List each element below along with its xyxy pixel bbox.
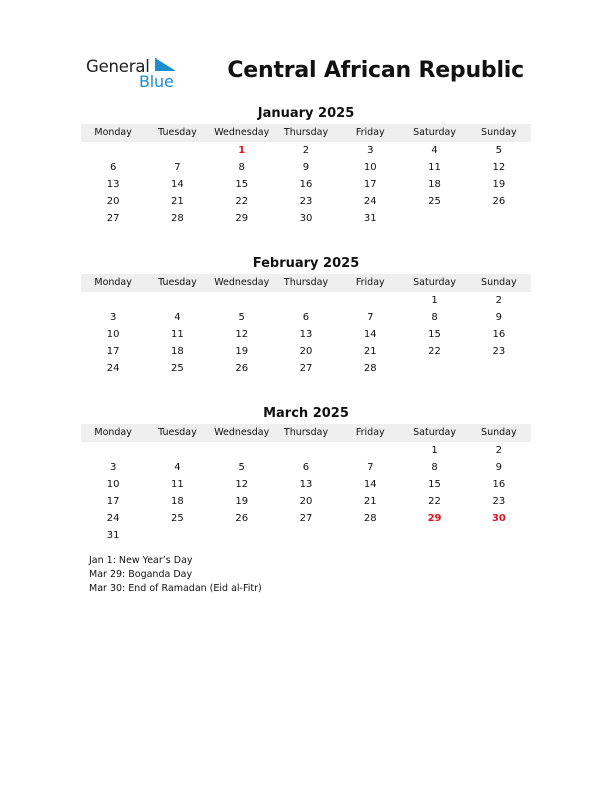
date-cell: 6	[302, 462, 310, 473]
week-row	[81, 360, 531, 377]
weekday-label: Wednesday	[214, 127, 270, 138]
weekday-label: Sunday	[481, 277, 517, 288]
date-cell: 19	[235, 496, 249, 507]
date-cell: 31	[106, 530, 120, 541]
date-cell: 8	[431, 462, 438, 473]
date-cell: 16	[492, 329, 506, 340]
date-cell: 13	[299, 329, 313, 340]
week-row	[81, 442, 531, 459]
date-cell	[81, 292, 145, 309]
date-cell: 17	[106, 346, 120, 357]
holiday-note: Jan 1: New Year’s Day	[89, 555, 193, 566]
week-row	[81, 527, 531, 544]
weekday-label: Monday	[94, 427, 132, 438]
date-cell: 7	[174, 162, 181, 173]
date-cell: 3	[109, 462, 117, 473]
date-cell: 20	[106, 196, 120, 207]
weekday-label: Tuesday	[158, 427, 197, 438]
week-row	[81, 193, 531, 210]
date-cell: 24	[363, 196, 377, 207]
date-cell: 16	[492, 479, 506, 490]
month-title: January 2025	[257, 106, 355, 121]
date-cell: 9	[302, 162, 310, 173]
date-cell: 4	[174, 462, 181, 473]
week-row	[81, 476, 531, 493]
date-cell	[145, 292, 209, 309]
week-row	[81, 493, 531, 510]
week-row	[81, 459, 531, 476]
date-cell	[210, 442, 274, 459]
date-cell: 29	[235, 213, 249, 224]
date-cell: 27	[106, 213, 120, 224]
weekday-label: Friday	[355, 427, 385, 438]
weekday-label: Saturday	[413, 127, 456, 138]
date-cell	[274, 527, 338, 544]
week-row	[81, 510, 531, 527]
date-cell: 14	[363, 479, 377, 490]
date-cell: 15	[428, 479, 441, 490]
date-cell	[402, 210, 466, 227]
date-cell: 7	[367, 312, 374, 323]
date-cell: 12	[492, 162, 506, 173]
date-cell: 11	[171, 479, 184, 490]
date-cell: 7	[367, 462, 374, 473]
date-cell	[81, 442, 145, 459]
weekday-label: Monday	[94, 277, 132, 288]
date-cell: 26	[492, 196, 506, 207]
weekday-label: Thursday	[283, 427, 329, 438]
date-cell: 16	[299, 179, 313, 190]
month-calendar	[81, 406, 531, 544]
logo-text-general: General	[86, 57, 150, 76]
date-cell: 27	[299, 513, 313, 524]
date-cell	[467, 527, 531, 544]
date-cell: 26	[235, 363, 249, 374]
date-cell: 9	[495, 312, 503, 323]
week-row	[81, 292, 531, 309]
date-cell: 22	[235, 196, 249, 207]
date-cell: 2	[495, 445, 503, 456]
week-row	[81, 343, 531, 360]
date-cell	[145, 527, 209, 544]
month-calendar	[81, 106, 531, 227]
date-cell: 20	[299, 496, 313, 507]
weekday-header	[81, 124, 531, 142]
date-cell: 26	[235, 513, 249, 524]
date-cell: 13	[299, 479, 313, 490]
date-cell: 13	[106, 179, 120, 190]
date-cell	[467, 210, 531, 227]
date-cell: 17	[106, 496, 120, 507]
date-cell	[338, 442, 402, 459]
week-row	[81, 176, 531, 193]
date-cell: 4	[174, 312, 181, 323]
date-cell: 24	[106, 363, 120, 374]
holiday-note: Mar 29: Boganda Day	[89, 569, 193, 580]
date-cell: 19	[492, 179, 506, 190]
date-cell: 17	[363, 179, 377, 190]
date-cell: 11	[171, 329, 184, 340]
date-cell	[210, 527, 274, 544]
date-cell: 31	[363, 213, 377, 224]
blue-triangle-flag-icon	[155, 58, 177, 72]
weekday-label: Friday	[355, 277, 385, 288]
week-row	[81, 159, 531, 176]
weekday-label: Sunday	[481, 427, 517, 438]
date-cell: 19	[235, 346, 249, 357]
weekday-label: Thursday	[283, 277, 329, 288]
date-cell: 1	[431, 445, 438, 456]
date-cell	[145, 442, 209, 459]
date-cell: 21	[171, 196, 184, 207]
date-cell	[274, 292, 338, 309]
date-cell	[145, 142, 209, 159]
date-cell: 10	[363, 162, 377, 173]
weekday-label: Wednesday	[214, 277, 270, 288]
logo-text-blue: Blue	[139, 72, 174, 91]
date-cell: 25	[428, 196, 441, 207]
holiday-date: 30	[491, 513, 506, 524]
weekday-label: Thursday	[283, 127, 329, 138]
date-cell: 14	[363, 329, 377, 340]
holiday-notes	[89, 554, 262, 596]
date-cell: 2	[302, 145, 310, 156]
date-cell	[210, 292, 274, 309]
weekday-label: Tuesday	[158, 127, 197, 138]
date-cell: 27	[299, 363, 313, 374]
date-cell	[402, 527, 466, 544]
date-cell: 15	[235, 179, 249, 190]
date-cell: 3	[109, 312, 117, 323]
country-title: Central African Republic	[227, 58, 524, 83]
week-row	[81, 210, 531, 227]
date-cell: 28	[363, 363, 377, 374]
date-cell	[467, 360, 531, 377]
date-cell: 24	[106, 513, 120, 524]
weekday-label: Saturday	[413, 277, 456, 288]
date-cell: 12	[235, 329, 249, 340]
date-cell: 25	[171, 513, 184, 524]
week-row	[81, 326, 531, 343]
weekday-label: Wednesday	[214, 427, 270, 438]
holiday-date: 29	[427, 513, 442, 524]
date-cell: 10	[106, 329, 120, 340]
date-cell: 8	[238, 162, 245, 173]
date-cell: 23	[492, 346, 506, 357]
date-cell: 20	[299, 346, 313, 357]
date-cell: 18	[171, 496, 184, 507]
holiday-date: 1	[238, 145, 246, 156]
date-cell: 11	[428, 162, 441, 173]
week-row	[81, 142, 531, 159]
week-row	[81, 309, 531, 326]
weekday-label: Saturday	[413, 427, 456, 438]
date-cell: 3	[367, 145, 374, 156]
date-cell	[402, 360, 466, 377]
date-cell: 5	[238, 462, 245, 473]
date-cell: 9	[495, 462, 503, 473]
weekday-label: Monday	[94, 127, 132, 138]
date-cell: 2	[495, 295, 503, 306]
date-cell	[274, 442, 338, 459]
date-cell: 22	[428, 346, 441, 357]
date-cell: 10	[106, 479, 120, 490]
weekday-label: Friday	[355, 127, 385, 138]
date-cell: 18	[428, 179, 441, 190]
date-cell: 6	[302, 312, 310, 323]
date-cell	[81, 142, 145, 159]
date-cell: 30	[299, 213, 313, 224]
date-cell: 8	[431, 312, 438, 323]
weekday-label: Sunday	[481, 127, 517, 138]
date-cell: 5	[238, 312, 245, 323]
date-cell: 12	[235, 479, 249, 490]
weekday-header	[81, 424, 531, 442]
month-title: February 2025	[252, 256, 360, 271]
date-cell: 25	[171, 363, 184, 374]
date-cell	[338, 527, 402, 544]
date-cell: 5	[495, 145, 503, 156]
holiday-note: Mar 30: End of Ramadan (Eid al-Fitr)	[89, 583, 262, 594]
weekday-header	[81, 274, 531, 292]
date-cell: 14	[171, 179, 184, 190]
date-cell: 21	[363, 496, 377, 507]
date-cell	[338, 292, 402, 309]
date-cell: 22	[428, 496, 441, 507]
month-calendar	[81, 256, 531, 377]
generalblue-logo	[86, 56, 186, 92]
date-cell: 21	[363, 346, 377, 357]
date-cell: 1	[431, 295, 438, 306]
weekday-label: Tuesday	[158, 277, 197, 288]
date-cell: 6	[109, 162, 117, 173]
date-cell: 28	[363, 513, 377, 524]
date-cell: 28	[171, 213, 184, 224]
month-title: March 2025	[263, 406, 349, 421]
date-cell: 18	[171, 346, 184, 357]
date-cell: 4	[431, 145, 438, 156]
date-cell: 23	[299, 196, 313, 207]
date-cell: 15	[428, 329, 441, 340]
date-cell: 23	[492, 496, 506, 507]
